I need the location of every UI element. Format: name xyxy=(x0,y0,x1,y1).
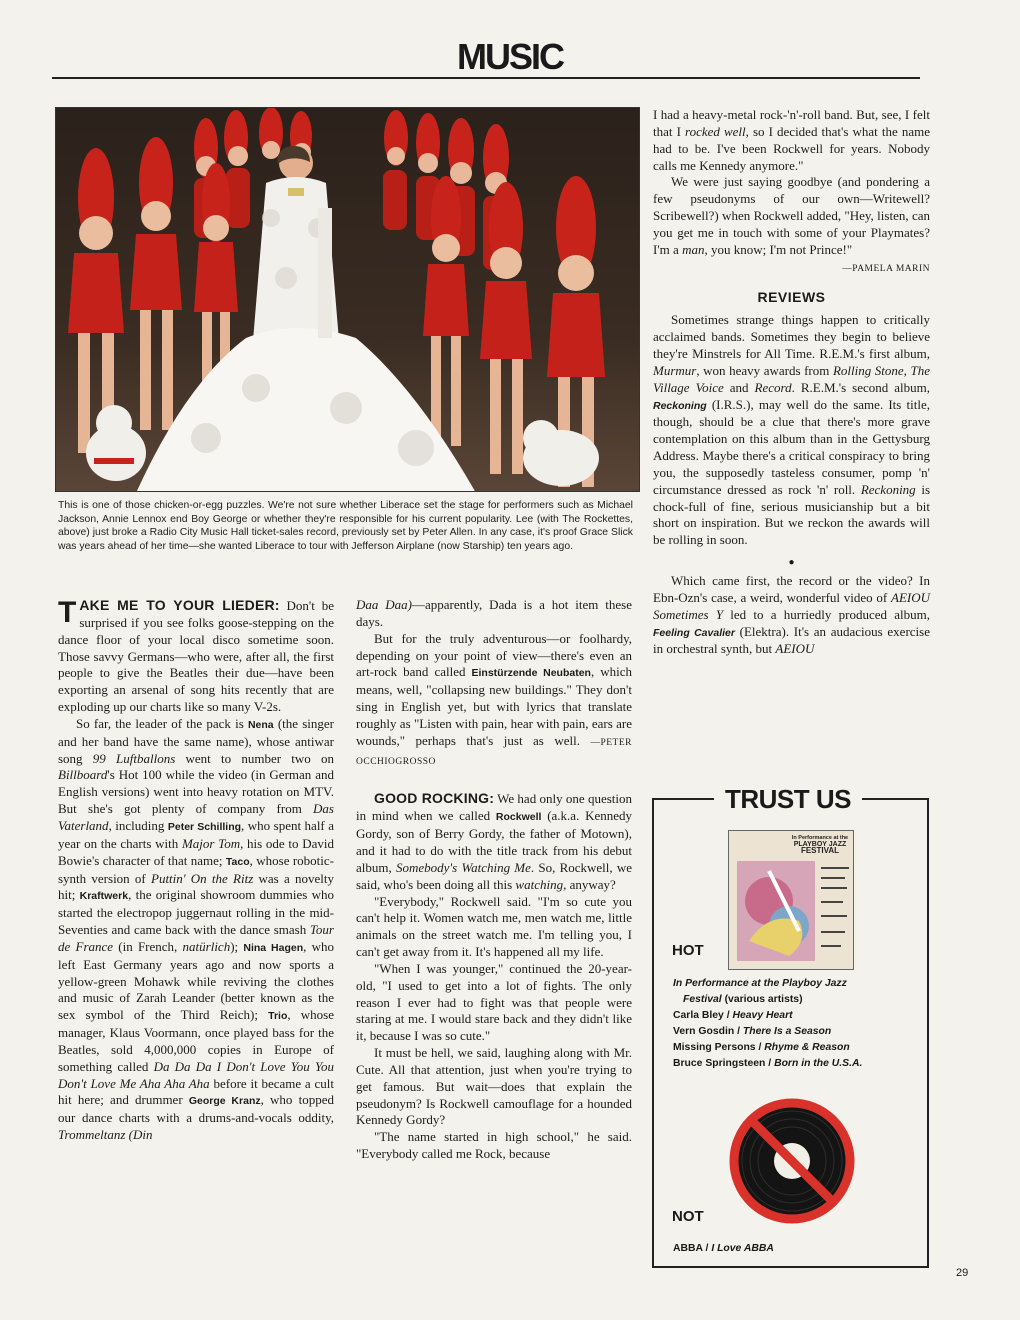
album-title: I Love ABBA xyxy=(711,1243,774,1254)
paragraph: "The name started in high school," he said. "Everybody called me Rock, because xyxy=(356,1129,632,1162)
separator: / xyxy=(765,1058,775,1069)
publication: Billboard xyxy=(58,767,108,783)
album-title: In Performance at the Playboy Jazz xyxy=(673,978,847,989)
text: before it became a cult hit here; and drummer xyxy=(58,1075,334,1108)
text: We had only one question in mind when we called xyxy=(356,791,633,824)
section-dot: ● xyxy=(788,557,795,569)
text: went to number two on xyxy=(175,750,334,766)
text: We were just saying goodbye (and pondering a few pseudonyms of our own—Writewell? Scribewell?) when Rockwell added, "Hey, listen, can you get me in touch with some of your Playmates? I'm a xyxy=(653,174,930,257)
paragraph xyxy=(356,631,632,771)
paragraph xyxy=(653,107,930,174)
rockettes-photo xyxy=(55,107,640,492)
paragraph: It must be hell, we said, laughing along with Mr. Cute. All that attention, just when you're trying to get famous. But wait—does that explain the pseudonym? Is Rockwell camouflage for a hounded Kennedy Gordy? xyxy=(356,1045,632,1128)
text: —apparently, Dada is a hot item these days. xyxy=(356,597,632,629)
lead-paragraph xyxy=(58,597,334,716)
text-italic: watching xyxy=(515,876,564,892)
hot-item xyxy=(673,1024,923,1040)
text: , his ode to David Bowie's character of that name; xyxy=(58,835,334,868)
text: , you know; I'm not Prince!" xyxy=(704,241,853,257)
text: Sometimes strange things happen to critically acclaimed bands. Sometimes they begin to believe they're Minstrels for All Time. R.E.M.'s first album, xyxy=(653,312,930,361)
text: , whose robotic-synth version of xyxy=(58,852,334,886)
hot-item xyxy=(673,992,923,1008)
paragraph: "Everybody," Rockwell said. "I'm so cute you can't help it. Women watch me, men watch me, little animals on the street watch me. I'm telling you, I can't get away from it. It's happened all my life. xyxy=(356,893,632,960)
song-title: Daa Daa) xyxy=(356,597,413,612)
text-italic: man xyxy=(682,241,705,257)
text: , so I decided that's what the name had to be. I've been Rockwell for years. Nobody calls me Kennedy anymore." xyxy=(653,123,930,173)
text: was a novelty hit; xyxy=(58,870,334,903)
album-title: Heavy Heart xyxy=(732,1010,793,1021)
album-cover-text: FESTIVAL xyxy=(800,846,840,855)
text: ); xyxy=(230,938,244,954)
album-title: Murmur xyxy=(653,362,697,378)
album-title: Rhyme & Reason xyxy=(764,1042,850,1053)
text: (in French, xyxy=(113,938,183,954)
not-label: NOT xyxy=(672,1208,704,1225)
album-title: Festival xyxy=(683,994,722,1005)
text: But for the truly adventurous—or foolhardy, depending on your point of view—there's even an art-rock band called xyxy=(356,630,632,680)
song-title: AEIOU xyxy=(775,641,815,657)
section-title: MUSIC xyxy=(457,36,563,77)
paragraph: "When I was younger," continued the 20-year-old, "I used to get into a lot of fights. The only reason I ever had to fight was that people were staring at me. I would stare back and they didn't like it, because I was so cute." xyxy=(356,960,632,1044)
divider xyxy=(652,798,714,800)
song-title: Tour de France xyxy=(58,922,334,954)
text: (a.k.a. Kennedy Gordy, son of Berry Gordy, the father of Motown), and it had to do with the title track from his debut album, xyxy=(356,808,632,875)
record-no-sign-icon xyxy=(728,1097,856,1225)
divider xyxy=(862,798,929,800)
text: (the singer and her band have the same name), whose antiwar song xyxy=(58,715,334,766)
song-title: Da Da Da I Don't Love You You Don't Love Me Aha Aha Aha xyxy=(58,1058,334,1091)
publication: Record xyxy=(754,379,792,395)
separator: / xyxy=(734,1026,743,1037)
artist: Missing Persons xyxy=(673,1042,756,1053)
artist-name: Rockwell xyxy=(495,811,542,824)
text: , anyway? xyxy=(563,876,616,892)
album-cover-text: PLAYBOY JAZZ xyxy=(793,840,847,848)
text: is chock-full of fine, serious musicianship but a bit short on inspiration. But we reckon the awards will be rolling in soon. xyxy=(653,481,930,548)
trust-us-title: TRUST US xyxy=(725,784,851,814)
column-2 xyxy=(356,597,632,1163)
text-italic: Das Vaterland xyxy=(58,801,334,833)
text: (Elektra). It's an audacious exercise in orchestral synth, but xyxy=(653,623,930,657)
separator: / xyxy=(723,1010,733,1021)
song-title: 99 Luftballons xyxy=(92,750,176,766)
artist-name: Nena xyxy=(247,718,274,731)
artist-name: George Kranz xyxy=(188,1095,261,1108)
hot-item xyxy=(673,1040,923,1056)
artist: Carla Bley xyxy=(673,1010,724,1021)
artist-name: Peter Schilling xyxy=(167,820,242,833)
album-title: Born in the U.S.A. xyxy=(774,1058,863,1069)
paragraph xyxy=(653,573,930,658)
separator: / xyxy=(755,1042,765,1053)
album-cover-playboy-jazz xyxy=(728,830,854,970)
album-title: There Is a Season xyxy=(742,1026,832,1037)
text: I had a heavy-metal rock-'n'-roll band. But, see, I felt that I xyxy=(653,107,930,139)
hot-list xyxy=(673,976,923,1072)
photo-caption: This is one of those chicken-or-egg puzzles. We're not sure whether Liberace set the stage for performers such as Michael Jackson, Annie Lennox end Boy George or whether they're responsible for his current popularity. Lee (with The Rockettes, above) just broke a Radio City Music Hall ticket-sales record, previously set by Peter Allen. In any case, it's proof Grace Slick was years ahead of her time—she wanted Liberace to tour with Jefferson Airplane (now Starship) ten years ago. xyxy=(58,500,633,552)
album-title: Reckoning xyxy=(860,481,916,497)
text: , the original showroom dummies who started the electropop juggernaut rolling in the mid-Seventies and came back with the dance smash xyxy=(58,887,334,938)
hot-item xyxy=(673,1008,923,1024)
hot-item xyxy=(673,1056,923,1072)
album-cover-text: In Performance at the xyxy=(791,835,849,841)
artist: Bruce Springsteen xyxy=(673,1058,766,1069)
not-item xyxy=(673,1243,774,1254)
headline-good-rocking: GOOD ROCKING: xyxy=(374,790,495,807)
text: , who topped our dance charts with a drums-and-vocals oddity, xyxy=(58,1092,334,1126)
paragraph xyxy=(653,174,930,258)
text: , won heavy awards from xyxy=(696,362,833,378)
publication: Rolling Stone, The Village Voice xyxy=(653,362,930,395)
song-title: AEIOU Sometimes Y xyxy=(653,589,930,622)
drop-cap: T xyxy=(58,596,77,629)
column-1 xyxy=(58,597,334,1144)
artist: Vern Gosdin xyxy=(673,1026,735,1037)
song-title: Trommeltanz (Din xyxy=(58,1127,153,1143)
artist: ABBA xyxy=(673,1243,703,1254)
artist-name: Trio xyxy=(268,1010,288,1023)
note: (various artists) xyxy=(721,994,803,1005)
artist-name: Einstürzende Neubaten xyxy=(471,667,591,680)
text: , whose manager, Klaus Voormann, once played bass for the Beatles, sold 4,000,000 copies in Europe of something called xyxy=(58,1007,335,1074)
text: (I.R.S.), may well do the same. Its title, though, should be a clue that there's more grave contemplation on this album than in the Gettysburg Address. Maybe there's a critical conspiracy to bring you, the supposedly tasteless consumer, pomp 'n' circumstance dressed as rock 'n' roll. xyxy=(653,396,930,497)
text: So far, the leader of the pack is xyxy=(76,715,248,731)
text: , who spent half a year on the charts with xyxy=(58,817,335,851)
paragraph xyxy=(356,790,632,893)
byline: —PAMELA MARIN xyxy=(842,263,930,274)
page-number: 29 xyxy=(956,1267,969,1279)
byline: —PETER OCCHIOGROSSO xyxy=(356,737,632,767)
headline-take-me-to-your-lieder: AKE ME TO YOUR LIEDER: xyxy=(79,597,280,613)
text-italic: rocked well xyxy=(685,123,746,139)
hot-item xyxy=(673,976,923,992)
reviews-heading: REVIEWS xyxy=(757,289,826,306)
text: Don't be surprised if you see folks goose-stepping on the dance floor of your local disco sometime soon. Those savvy Germans—who were, after all, the first people to give the Beatles their due—have been exporting an arsenal of song hits recently that are exploding up our charts like so many V-2s. xyxy=(58,598,334,715)
text: . R.E.M.'s second album, xyxy=(791,379,930,395)
text: , which means, well, "collapsing new buildings." They don't sing in English yet, but with lyrics that translate roughly as "Listen with pain, hear with pain, ears are wounds," perhaps that's just as well. xyxy=(356,664,632,748)
text: Which came first, the record or the video? In Ebn-Ozn's case, a weird, wonderful video of xyxy=(653,573,930,605)
song-title: Puttin' On the Ritz xyxy=(151,870,254,886)
artist-name: Taco xyxy=(225,855,250,868)
text: , who left East Germany years ago and now sports a yellow-green Mohawk while reviving the clothes and music of Zarah Leander (better known as the sex symbol of the Third Reich); xyxy=(58,938,334,1023)
text-italic: natürlich xyxy=(182,938,231,954)
separator: / xyxy=(702,1243,712,1254)
paragraph xyxy=(356,597,632,631)
top-rule xyxy=(52,77,920,79)
album-title: Feeling Cavalier xyxy=(653,626,735,639)
paragraph xyxy=(653,312,930,549)
text: led to a hurriedly produced album, xyxy=(723,606,930,622)
text: . So, Rockwell, we said, who's been doing all this xyxy=(356,859,633,892)
song-title: Somebody's Watching Me xyxy=(395,859,531,875)
text: 's Hot 100 while the video (in German and English versions) went into heavy rotation on MTV. But she's got plenty of company from xyxy=(58,767,334,817)
paragraph xyxy=(58,716,334,1144)
artist-name: Kraftwerk xyxy=(79,890,129,903)
text: , including xyxy=(108,817,168,833)
song-title: Major Tom xyxy=(181,835,241,851)
column-3 xyxy=(653,107,930,658)
text: and xyxy=(723,379,755,395)
album-title: Reckoning xyxy=(653,399,707,412)
artist-name: Nina Hagen xyxy=(243,941,304,954)
hot-label: HOT xyxy=(672,942,704,959)
